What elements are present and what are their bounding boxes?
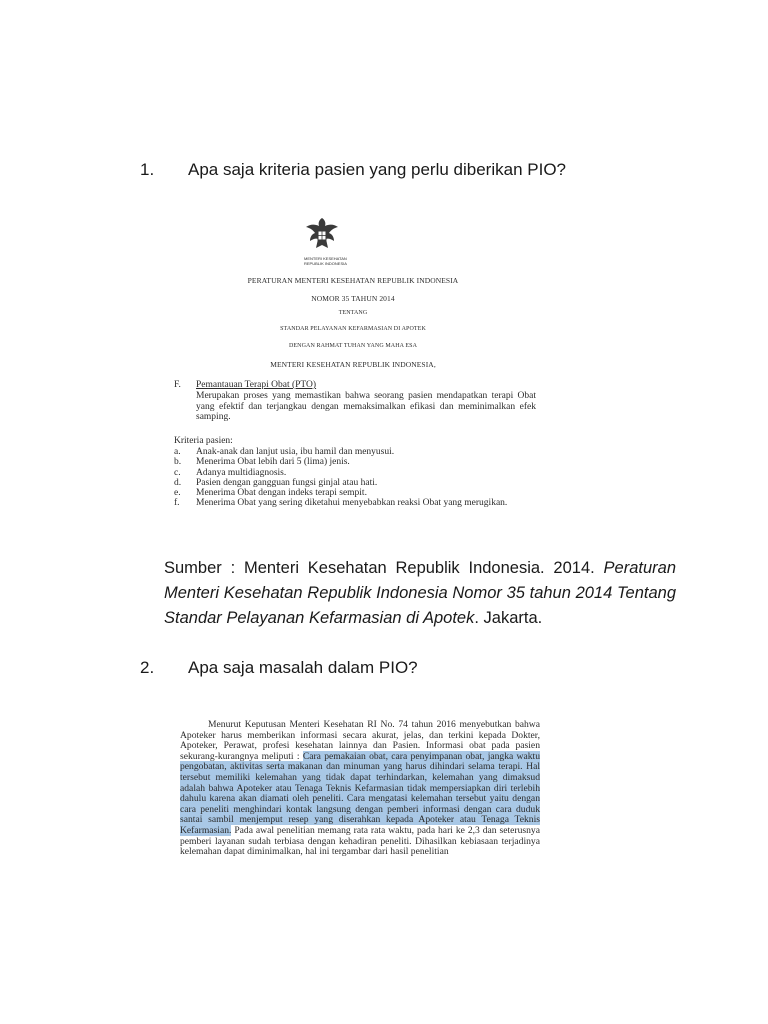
- source-citation: [164, 556, 676, 631]
- excerpt-paragraph: [180, 720, 540, 858]
- source-title: Peraturan Menteri Kesehatan Republik Indonesia Nomor 35 tahun 2014 Tentang Standar Pelayanan Kefarmasian di Apotek: [164, 559, 676, 627]
- excerpt-after: Pada awal penelitian memang rata rata waktu, pada hari ke 2,3 dan seterusnya pemberi layanan sudah terbiasa dengan kehadiran peneliti. Dihasilkan kebiasaan terjadinya kelemahan dapat diminimalkan, hal ini tergambar dari hasil penelitian: [180, 824, 540, 858]
- regulation-number: NOMOR 35 TAHUN 2014: [311, 294, 395, 303]
- regulation-grace: DENGAN RAHMAT TUHAN YANG MAHA ESA: [288, 343, 418, 349]
- criteria-heading: Kriteria pasien:: [174, 436, 233, 446]
- question-1-number: 1.: [140, 160, 155, 179]
- excerpt-highlighted: Cara pemakaian obat, cara penyimpanan obat, jangka waktu pengobatan, aktivitas serta makanan dan minuman yang harus dihindari selama terapi. Hal tersebut memiliki kelemahan yang tidak dapat terhindarkan, kelemahan yang dimaksud adalah bahwa Apoteker atau Tenaga Teknis Kefarmasian tidak mempersiapkan diri terlebih dahulu karena akan diamati oleh peneliti. Cara mengatasi kelemahan tersebut yaitu dengan cara peneliti menghindari kontak langsung dengan pemberi informasi dengan cara duduk santai sambil menjemput resep yang diserahkan kepada Apoteker atau Tenaga Teknis Kefarmasian.: [180, 750, 541, 836]
- section-f-body: Merupakan proses yang memastikan bahwa seorang pasien mendapatkan terapi Obat yang efektif dan terjangkau dengan memaksimalkan efikasi dan meminimalkan efek samping.: [196, 391, 536, 422]
- regulation-about: TENTANG: [338, 310, 368, 316]
- question-2: [140, 658, 700, 682]
- question-2-number: 2.: [140, 658, 155, 677]
- criteria-item: b. Menerima Obat lebih dari 5 (lima) jenis.: [174, 457, 350, 468]
- excerpt-scan-image: [178, 718, 542, 890]
- section-f-heading: Pemantauan Terapi Obat (PTO): [196, 380, 317, 390]
- regulation-scan-image: [166, 212, 540, 528]
- criteria-item: a. Anak-anak dan lanjut usia, ibu hamil dan menyusui.: [174, 447, 395, 457]
- question-2-text: Apa saja masalah dalam PIO?: [188, 658, 418, 677]
- section-f-label: F.: [174, 380, 181, 390]
- criteria-item: d. Pasien dengan gangguan fungsi ginjal atau hati.: [174, 477, 378, 488]
- criteria-item: c. Adanya multidiagnosis.: [174, 467, 287, 478]
- criteria-item: f. Menerima Obat yang sering diketahui menyebabkan reaksi Obat yang merugikan.: [174, 498, 508, 509]
- question-1: [140, 160, 700, 184]
- regulation-subject: STANDAR PELAYANAN KEFARMASIAN DI APOTEK: [280, 326, 426, 332]
- source-suffix: . Jakarta.: [474, 609, 543, 627]
- regulation-title: PERATURAN MENTERI KESEHATAN REPUBLIK INDONESIA: [247, 276, 459, 285]
- excerpt-before: Menurut Keputusan Menteri Kesehatan RI No. 74 tahun 2016 menyebutkan bahwa Apoteker harus memberikan informasi secara akurat, jelas, dan terkini kepada Dokter, Apoteker, Perawat, profesi kesehatan lainnya dan Pasien. Informasi obat pada pasien sekurang-kurangnya meliputi :: [180, 719, 540, 762]
- criteria-list: [174, 447, 536, 509]
- question-1-text: Apa saja kriteria pasien yang perlu diberikan PIO?: [188, 160, 566, 179]
- source-prefix: Sumber : Menteri Kesehatan Republik Indonesia. 2014.: [164, 559, 604, 577]
- criteria-item: e. Menerima Obat dengan indeks terapi sempit.: [174, 488, 367, 499]
- emblem-caption: MENTERI KESEHATAN REPUBLIK INDONESIA: [304, 256, 347, 266]
- regulation-minister: MENTERI KESEHATAN REPUBLIK INDONESIA,: [270, 360, 436, 369]
- garuda-emblem-icon: [302, 214, 342, 254]
